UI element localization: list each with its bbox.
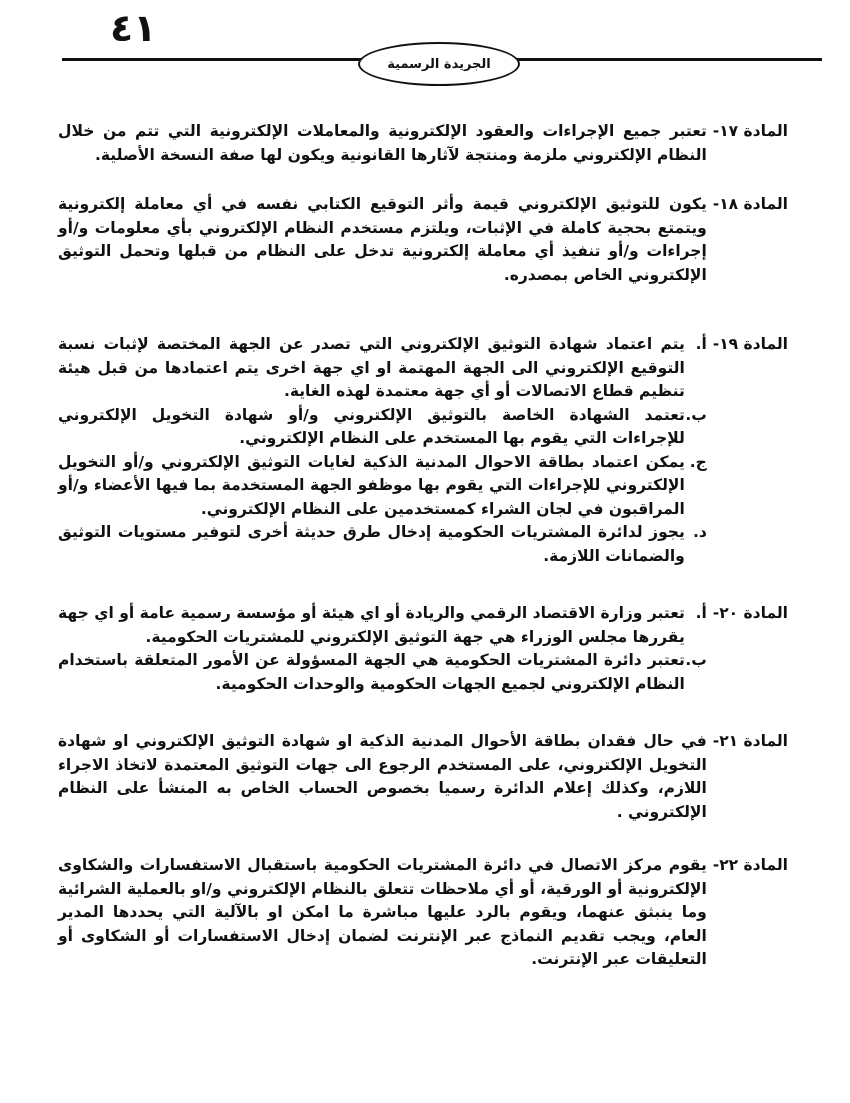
clause-letter: أ. <box>695 604 707 622</box>
page-number: ٤١ <box>110 6 157 50</box>
gazette-title: الجريدة الرسمية <box>387 56 491 72</box>
article-label: المادة ٢٢- <box>712 856 788 874</box>
article-text: يقوم مركز الاتصال في دائرة المشتريات الحكومية باستقبال الاستفسارات والشكاوى الإلكترونية أو الورقية، أو أي ملاحظات تتعلق بالنظام الإلكتروني و/او بالعملية الشرائية وما ينبثق عنهما، ويقوم بالرد عليها مباشرة ما امكن او بالآلية التي يحددها المدير العام، ويجب تقديم النماذج عبر الإنترنت لضمان إدخال الاستفسارات أو الشكاوى أو التعليقات عبر الإنترنت. <box>58 856 707 968</box>
document-body <box>58 120 788 972</box>
clause-a <box>58 602 707 649</box>
clause-letter: ب. <box>685 651 707 669</box>
article-label: المادة ١٨- <box>712 195 788 213</box>
article-17 <box>58 120 788 167</box>
article-20 <box>58 602 788 696</box>
article-label: المادة ٢١- <box>712 732 788 750</box>
clause-b <box>58 649 707 696</box>
clause-text: يمكن اعتماد بطاقة الاحوال المدنية الذكية لغايات التوثيق الإلكتروني و/أو التخويل الإلكتروني للإجراءات التي يقوم بها موظفو الجهة المستخدمة بما فيها الأعضاء و/أو المراقبون في لجان الشراء كمستخدمين على النظام الإلكتروني. <box>58 452 685 518</box>
article-label: المادة ٢٠- <box>712 604 788 622</box>
clause-b <box>58 404 707 451</box>
clause-letter: ج. <box>689 452 707 471</box>
article-label: المادة ١٧- <box>712 122 788 140</box>
article-21 <box>58 730 788 824</box>
clause-letter: ب. <box>685 405 707 424</box>
gazette-title-oval <box>358 42 520 86</box>
article-text: تعتبر جميع الإجراءات والعقود الإلكترونية والمعاملات الإلكترونية التي تتم من خلال النظام الإلكتروني ملزمة ومنتجة لآثارها القانونية ويكون لها صفة النسخة الأصلية. <box>58 122 707 164</box>
clause-text: تعتبر دائرة المشتريات الحكومية هي الجهة المسؤولة عن الأمور المتعلقة باستخدام النظام الإلكتروني لجميع الجهات الحكومية والوحدات الحكومية. <box>58 651 685 693</box>
article-22 <box>58 854 788 972</box>
clause-a <box>58 333 707 404</box>
clause-text: تعتمد الشهادة الخاصة بالتوثيق الإلكتروني و/أو شهادة التخويل الإلكتروني للإجراءات التي يقوم بها المستخدم على النظام الإلكتروني. <box>58 405 685 447</box>
article-label: المادة ١٩- <box>712 335 788 353</box>
clause-letter: أ. <box>695 335 707 353</box>
article-19 <box>58 333 788 568</box>
article-18 <box>58 193 788 287</box>
clause-d <box>58 521 707 568</box>
clause-text: تعتبر وزارة الاقتصاد الرقمي والريادة أو اي هيئة أو مؤسسة رسمية عامة أو اي جهة يقررها مجلس الوزراء هي جهة التوثيق الإلكتروني للمشتريات الحكومية. <box>58 604 685 646</box>
clause-c <box>58 451 707 522</box>
article-text: في حال فقدان بطاقة الأحوال المدنية الذكية او شهادة التوثيق الإلكتروني او شهادة التخويل الإلكتروني، على المستخدم الرجوع الى جهات التوثيق المعتمدة لاتخاذ الاجراء اللازم، وكذلك إعلام الدائرة رسميا بخصوص الحساب الخاص به المنشأ على النظام الإلكتروني . <box>58 732 707 821</box>
clause-letter: د. <box>692 523 707 541</box>
clause-text: يجوز لدائرة المشتريات الحكومية إدخال طرق حديثة أخرى لتوفير مستويات التوثيق والضمانات اللازمة. <box>58 523 685 565</box>
article-text: يكون للتوثيق الإلكتروني قيمة وأثر التوقيع الكتابي نفسه في أي معاملة إلكترونية ويتمتع بحجية كاملة في الإثبات، ويلتزم مستخدم النظام الإلكتروني بأي معلومات و/أو إجراءات و/أو تنفيذ أي معاملة إلكترونية تدخل على النظام من قبلها وتحمل التوثيق الإلكتروني الخاص بمصدره. <box>58 195 707 284</box>
clause-text: يتم اعتماد شهادة التوثيق الإلكتروني التي تصدر عن الجهة المختصة لإثبات نسبة التوقيع الإلكتروني الى الجهة المهتمة او اي جهة اخرى يتم اعتمادها من قبل هيئة تنظيم قطاع الاتصالات أو أي جهة معتمدة لهذه الغاية. <box>58 335 685 400</box>
